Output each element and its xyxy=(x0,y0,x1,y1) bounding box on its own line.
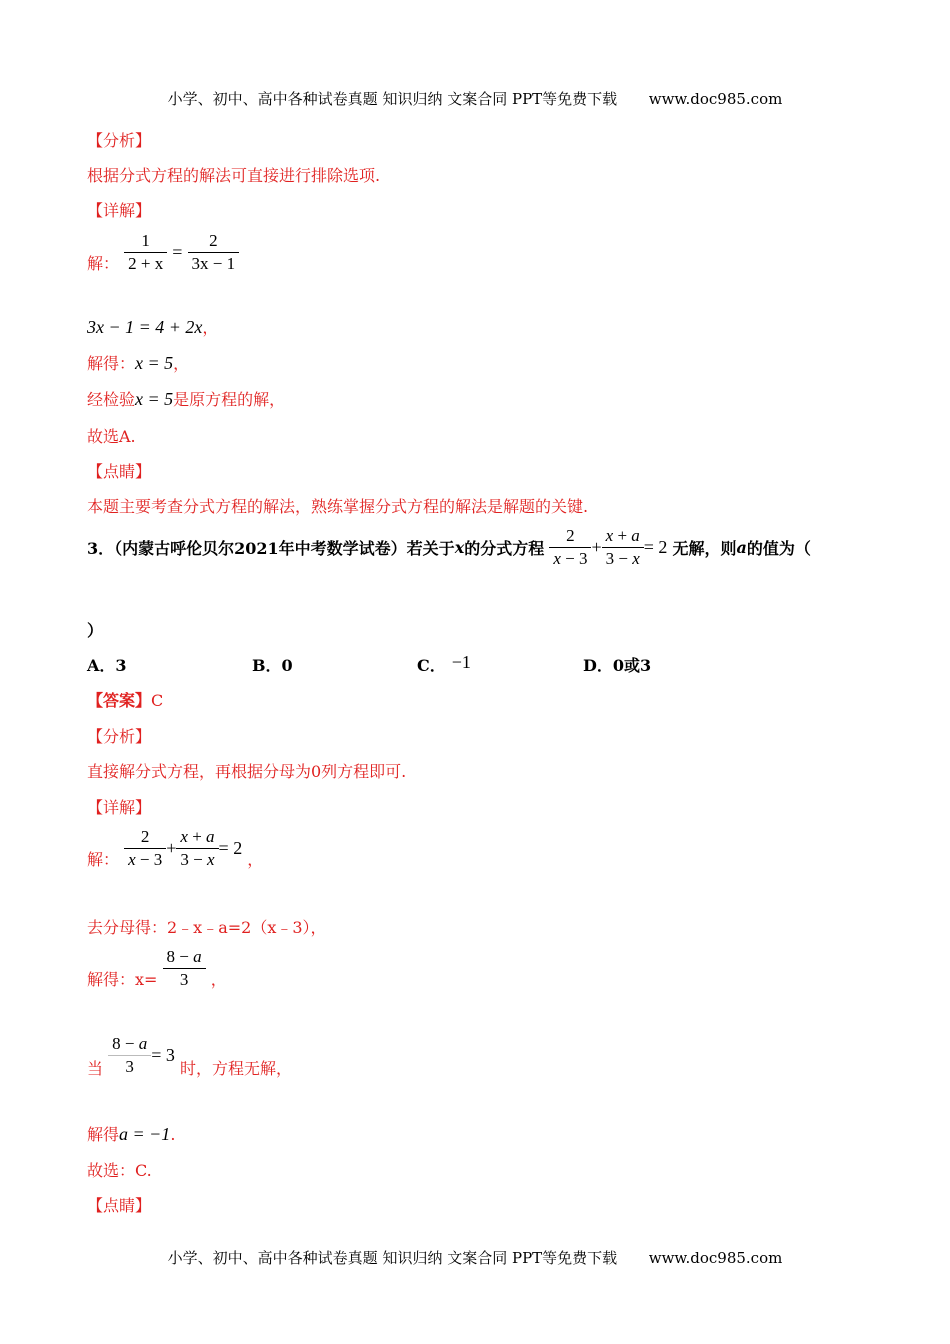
q2-eq1-rhs-fraction xyxy=(188,230,240,275)
q3-result-math: a = −1 xyxy=(119,1124,171,1144)
q3-option-b-value: 0 xyxy=(281,656,293,675)
header-text: 小学、初中、高中各种试卷真题 知识归纳 文案合同 PPT等免费下载 xyxy=(167,90,618,108)
q3-eq-equals: = 2 xyxy=(218,838,243,858)
q3-eq-f1-num: 2 xyxy=(140,827,150,846)
q3-comment-label: 【点睛】 xyxy=(87,1196,152,1215)
q3-solve-fraction xyxy=(163,946,206,991)
q3-middle: 的分式方程 xyxy=(464,539,545,558)
q2-detail-label: 【详解】 xyxy=(87,201,152,220)
q3-option-c xyxy=(417,652,471,676)
q3-when-f-num: 8 − a xyxy=(112,1034,148,1053)
q3-answer xyxy=(87,688,163,711)
q3-stem-fraction-2 xyxy=(602,525,644,570)
q3-close-paren: ） xyxy=(87,621,104,640)
page-header xyxy=(0,88,950,109)
q3-var-a: a xyxy=(736,538,747,557)
q3-detail-label: 【详解】 xyxy=(87,798,152,817)
q2-analysis-text: 根据分式方程的解法可直接进行排除选项. xyxy=(87,166,381,185)
q2-eq1-equals: = xyxy=(172,242,183,262)
q2-eq1-lhs-den: 2 + x xyxy=(124,252,167,275)
q3-stem-f2-den: 3 − x xyxy=(602,547,644,570)
q3-result-suffix: . xyxy=(170,1125,176,1144)
footer-text: 小学、初中、高中各种试卷真题 知识归纳 文案合同 PPT等免费下载 xyxy=(167,1249,618,1267)
q3-solve-prefix: 解： xyxy=(87,850,120,869)
q3-eq-fraction-2 xyxy=(176,826,218,871)
q3-step-solve xyxy=(87,946,227,991)
q2-eq1-rhs-num: 2 xyxy=(209,231,218,250)
q2-step3-math: x = 5 xyxy=(135,353,174,373)
q3-when-suffix: 时，方程无解， xyxy=(179,1059,292,1078)
q3-step-clear: 去分母得：2﹣x﹣a=2（x﹣3）， xyxy=(87,918,327,937)
q3-answer-label: 【答案】 xyxy=(87,691,152,710)
q3-var-x: x xyxy=(454,538,465,557)
q2-solve-prefix: 解： xyxy=(87,254,120,273)
q2-comment-text: 本题主要考查分式方程的解法，熟练掌握分式方程的解法是解题的关键. xyxy=(87,497,589,516)
q2-step4-suffix: 是原方程的解， xyxy=(173,390,286,409)
q2-analysis-label: 【分析】 xyxy=(87,131,152,150)
q3-when-equals: = 3 xyxy=(151,1045,175,1065)
q3-end: 的值为（ xyxy=(746,539,811,558)
q3-eq-plus: + xyxy=(166,838,177,858)
q3-answer-value: C xyxy=(151,691,164,710)
q2-step2-suffix: ， xyxy=(202,318,219,337)
q3-when-fraction xyxy=(108,1033,151,1078)
q3-option-b-label: B． xyxy=(252,656,282,675)
q2-step-3 xyxy=(87,351,189,374)
q3-step-solve-prefix: 解得：x= xyxy=(87,970,158,989)
q3-stem-fraction-1 xyxy=(549,525,591,570)
q2-step3-suffix: ， xyxy=(173,354,190,373)
q3-option-b xyxy=(252,653,293,676)
q2-step4-prefix: 经检验 xyxy=(87,390,136,409)
q2-eq1-lhs-fraction xyxy=(124,230,167,275)
q3-option-a xyxy=(87,653,127,676)
q3-eq-fraction-1 xyxy=(124,826,166,871)
q3-stem-f1-num: 2 xyxy=(566,526,575,545)
q3-step-when xyxy=(87,1033,292,1079)
q3-when-f-den: 3 xyxy=(108,1055,151,1078)
q3-solve-f-den: 3 xyxy=(163,968,206,991)
q3-stem xyxy=(87,525,811,570)
q3-result xyxy=(87,1122,175,1145)
q3-option-d-label: D． xyxy=(583,656,613,675)
q2-step4-math: x = 5 xyxy=(135,389,174,409)
q3-step-solve-suffix: ， xyxy=(210,970,227,989)
header-url: www.doc985.com xyxy=(648,90,783,108)
q3-option-a-label: A． xyxy=(87,656,116,675)
q3-solve-f-num: 8 − a xyxy=(166,947,202,966)
q3-solve-suffix: ， xyxy=(247,850,264,869)
q3-stem-plus: + xyxy=(591,537,602,557)
q3-option-d-value: 0或3 xyxy=(612,656,652,675)
q2-eq1-lhs-num: 1 xyxy=(141,231,150,250)
q3-result-prefix: 解得 xyxy=(87,1125,120,1144)
q2-step-2 xyxy=(87,315,218,338)
q2-eq1-rhs-den: 3x − 1 xyxy=(188,252,240,275)
q2-step2-math: 3x − 1 = 4 + 2x xyxy=(87,317,203,337)
q3-eq-f2-den: 3 − x xyxy=(176,848,218,871)
q3-stem-f1-den: x − 3 xyxy=(549,547,591,570)
q3-source: （内蒙古呼伦贝尔2021年中考数学试卷）若关于 xyxy=(114,539,455,558)
q2-equation-1 xyxy=(87,230,239,275)
q3-option-d xyxy=(583,653,651,676)
q3-eq-f2-num: x + a xyxy=(180,827,215,846)
q3-eq-f1-den: x − 3 xyxy=(124,848,166,871)
q2-comment-label: 【点睛】 xyxy=(87,462,152,481)
q3-analysis-text: 直接解分式方程，再根据分母为0列方程即可. xyxy=(87,762,407,781)
q3-option-c-value: −1 xyxy=(451,652,471,672)
q3-after-eq: 无解，则 xyxy=(672,539,737,558)
q3-equation xyxy=(87,826,263,871)
q3-stem-equals: = 2 xyxy=(643,537,668,557)
q3-analysis-label: 【分析】 xyxy=(87,727,152,746)
q3-choice: 故选：C. xyxy=(87,1161,152,1180)
q2-step-4 xyxy=(87,387,285,410)
q2-step3-prefix: 解得： xyxy=(87,354,136,373)
q3-when-prefix: 当 xyxy=(87,1059,104,1078)
footer-url: www.doc985.com xyxy=(648,1249,783,1267)
q3-option-a-value: 3 xyxy=(115,656,127,675)
page-footer xyxy=(0,1247,950,1268)
q3-option-c-label: C． xyxy=(417,656,446,675)
q3-number: 3． xyxy=(87,539,115,558)
q2-choice: 故选A. xyxy=(87,427,136,446)
q3-stem-f2-num: x + a xyxy=(605,526,640,545)
